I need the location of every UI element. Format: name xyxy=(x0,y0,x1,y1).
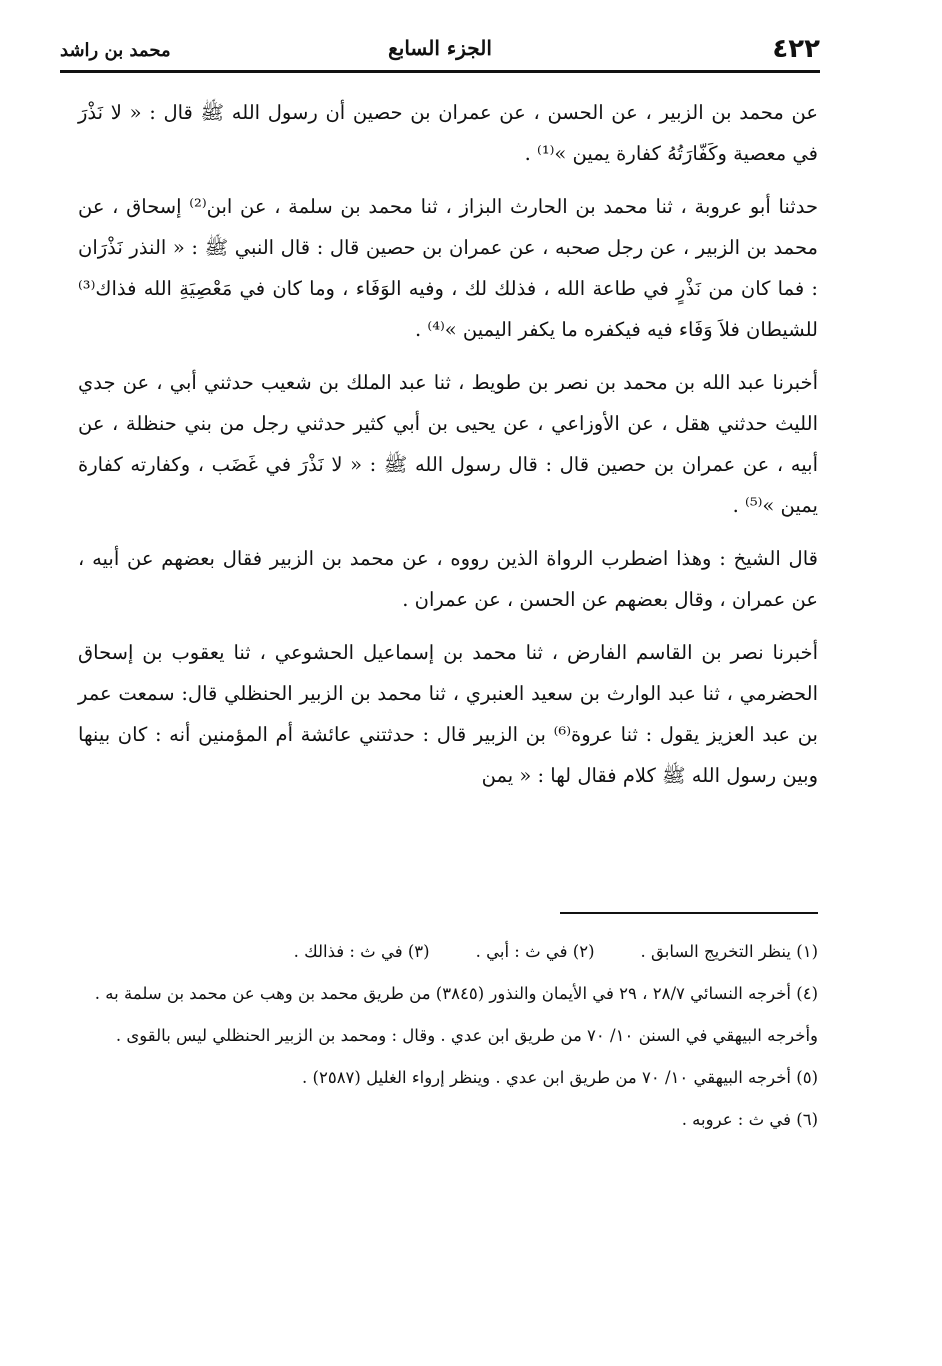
footnotes xyxy=(78,934,818,1144)
footnote-4: (٤) أخرجه النسائي ٢٨/٧ ، ٢٩ في الأيمان والنذور (٣٨٤٥) من طريق محمد بن وهب عن محمد بن سلمة به . xyxy=(94,984,818,1003)
header-rule xyxy=(60,70,820,73)
main-text xyxy=(78,92,818,808)
paragraph: أخبرنا عبد الله بن محمد بن نصر بن طويط ، ثنا عبد الملك بن شعيب حدثني أبي ، عن جدي الليث حدثني هقل ، عن الأوزاعي ، عن يحيى بن أبي كثير حدثني رجل من بني حنظلة ، عن أبيه ، عن عمران بن حصين قال : قال رسول الله ﷺ : « لا نَذْرَ في غَضَب ، وكفارته كفارة يمين »⁽⁵⁾ . xyxy=(78,371,818,517)
paragraph: عن محمد بن الزبير ، عن الحسن ، عن عمران بن حصين أن رسول الله ﷺ قال : « لا نَذْرَ في معصية وكَفّارَتُهُ كفارة يمين »⁽¹⁾ . xyxy=(78,101,818,165)
paragraph: حدثنا أبو عروبة ، ثنا محمد بن الحارث البزاز ، ثنا محمد بن سلمة ، عن ابن⁽²⁾ إسحاق ، عن محمد بن الزبير ، عن رجل صحبه ، عن عمران بن حصين قال : قال النبي ﷺ : « النذر نَذْرَان : فما كان من نَذْرٍ في طاعة الله ، فذلك لك ، وفيه الوَفَاء ، وما كان في مَعْصِيَةِ الله فذاك⁽³⁾ للشيطان فلاَ وَفَاء فيه فيكفره ما يكفر اليمين »⁽⁴⁾ . xyxy=(78,195,818,341)
volume-title: الجزء السابع xyxy=(388,36,492,60)
footnote-2: (٢) في ث : أبي . xyxy=(475,942,595,961)
footnote-separator xyxy=(560,912,818,914)
page-number: ٤٢٢ xyxy=(772,34,820,64)
footnote-6: (٦) في ث : عروبه . xyxy=(681,1110,818,1129)
footnote-5: (٥) أخرجه البيهقي ١٠/ ٧٠ من طريق ابن عدي . وينظر إرواء الغليل (٢٥٨٧) . xyxy=(302,1068,818,1087)
footnote-row xyxy=(78,934,818,970)
paragraph: قال الشيخ : وهذا اضطرب الرواة الذين رووه ، عن محمد بن الزبير فقال بعضهم عن أبيه ، عن عمران ، وقال بعضهم عن الحسن ، عن عمران . xyxy=(78,547,818,611)
paragraph: أخبرنا نصر بن القاسم الفارض ، ثنا محمد بن إسماعيل الحشوعي ، ثنا يعقوب بن إسحاق الحضرمي ، ثنا عبد الوارث بن سعيد العنبري ، ثنا محمد بن الزبير الحنظلي قال: سمعت عمر بن عبد العزيز يقول : ثنا عروة⁽⁶⁾ بن الزبير قال : حدثتني عائشة أم المؤمنين أنه : كان بينها وبين رسول الله ﷺ كلام فقال لها : « يمن xyxy=(78,641,818,787)
footnote-4-continued: وأخرجه البيهقي في السنن ١٠/ ٧٠ من طريق ابن عدي . وقال : ومحمد بن الزبير الحنظلي ليس بالقوى . xyxy=(115,1026,818,1045)
running-header xyxy=(60,30,820,66)
footnote-1: (١) ينظر التخريج السابق . xyxy=(640,942,818,961)
footnote-3: (٣) في ث : فذالك . xyxy=(293,942,430,961)
author-name: محمد بن راشد xyxy=(60,40,171,61)
